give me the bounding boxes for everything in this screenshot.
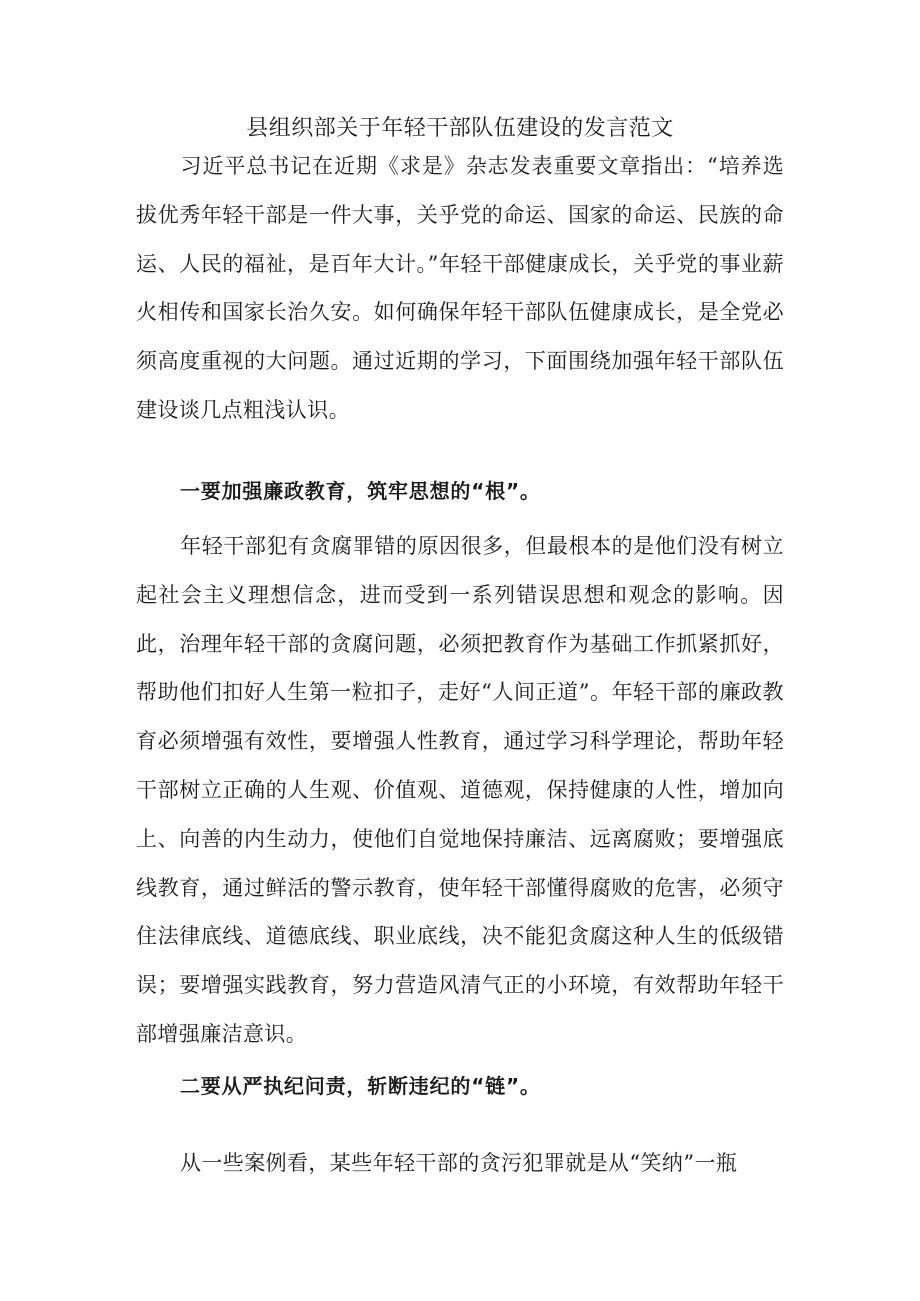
paragraph-section-2: [136, 1139, 784, 1188]
paragraph-section-1-text: 年轻干部犯有贪腐罪错的原因很多，但最根本的是他们没有树立起社会主义理想信念，进而受到一系列错误思想和观念的影响。因此，治理年轻干部的贪腐问题，必须把教育作为基础工作抓紧抓好，帮助他们扣好人生第一粒扣子，走好“人间正道”。年轻干部的廉政教育必须增强有效性，要增强人性教育，通过学习科学理论，帮助年轻干部树立正确的人生观、价值观、道德观，保持健康的人性，增加向上、向善的内生动力，使他们自觉地保持廉洁、远离腐败；要增强底线教育，通过鲜活的警示教育，使年轻干部懂得腐败的危害，必须守住法律底线、道德底线、职业底线，决不能犯贪腐这种人生的低级错误；要增强实践教育，努力营造风清气正的小环境，有效帮助年轻干部增强廉洁意识。: [136, 534, 784, 1046]
paragraph-section-1: [136, 522, 784, 1059]
section-heading-2: 二要从严执纪问责，斩断违纪的“链”。: [180, 1074, 541, 1098]
paragraph-section-2-text: 从一些案例看，某些年轻干部的贪污犯罪就是从“笑纳”一瓶: [180, 1151, 738, 1175]
paragraph-intro: [136, 142, 784, 435]
document-title: 县组织部关于年轻干部队伍建设的发言范文: [246, 116, 674, 141]
paragraph-intro-text: 习近平总书记在近期《求是》杂志发表重要文章指出：“培养选拔优秀年轻干部是一件大事，关乎党的命运、国家的命运、民族的命运、人民的福祉，是百年大计。”年轻干部健康成长，关乎党的事业薪火相传和国家长治久安。如何确保年轻干部队伍健康成长，是全党必须高度重视的大问题。通过近期的学习，下面围绕加强年轻干部队伍建设谈几点粗浅认识。: [136, 154, 784, 422]
section-heading-1: 一要加强廉政教育，筑牢思想的“根”。: [180, 479, 541, 503]
